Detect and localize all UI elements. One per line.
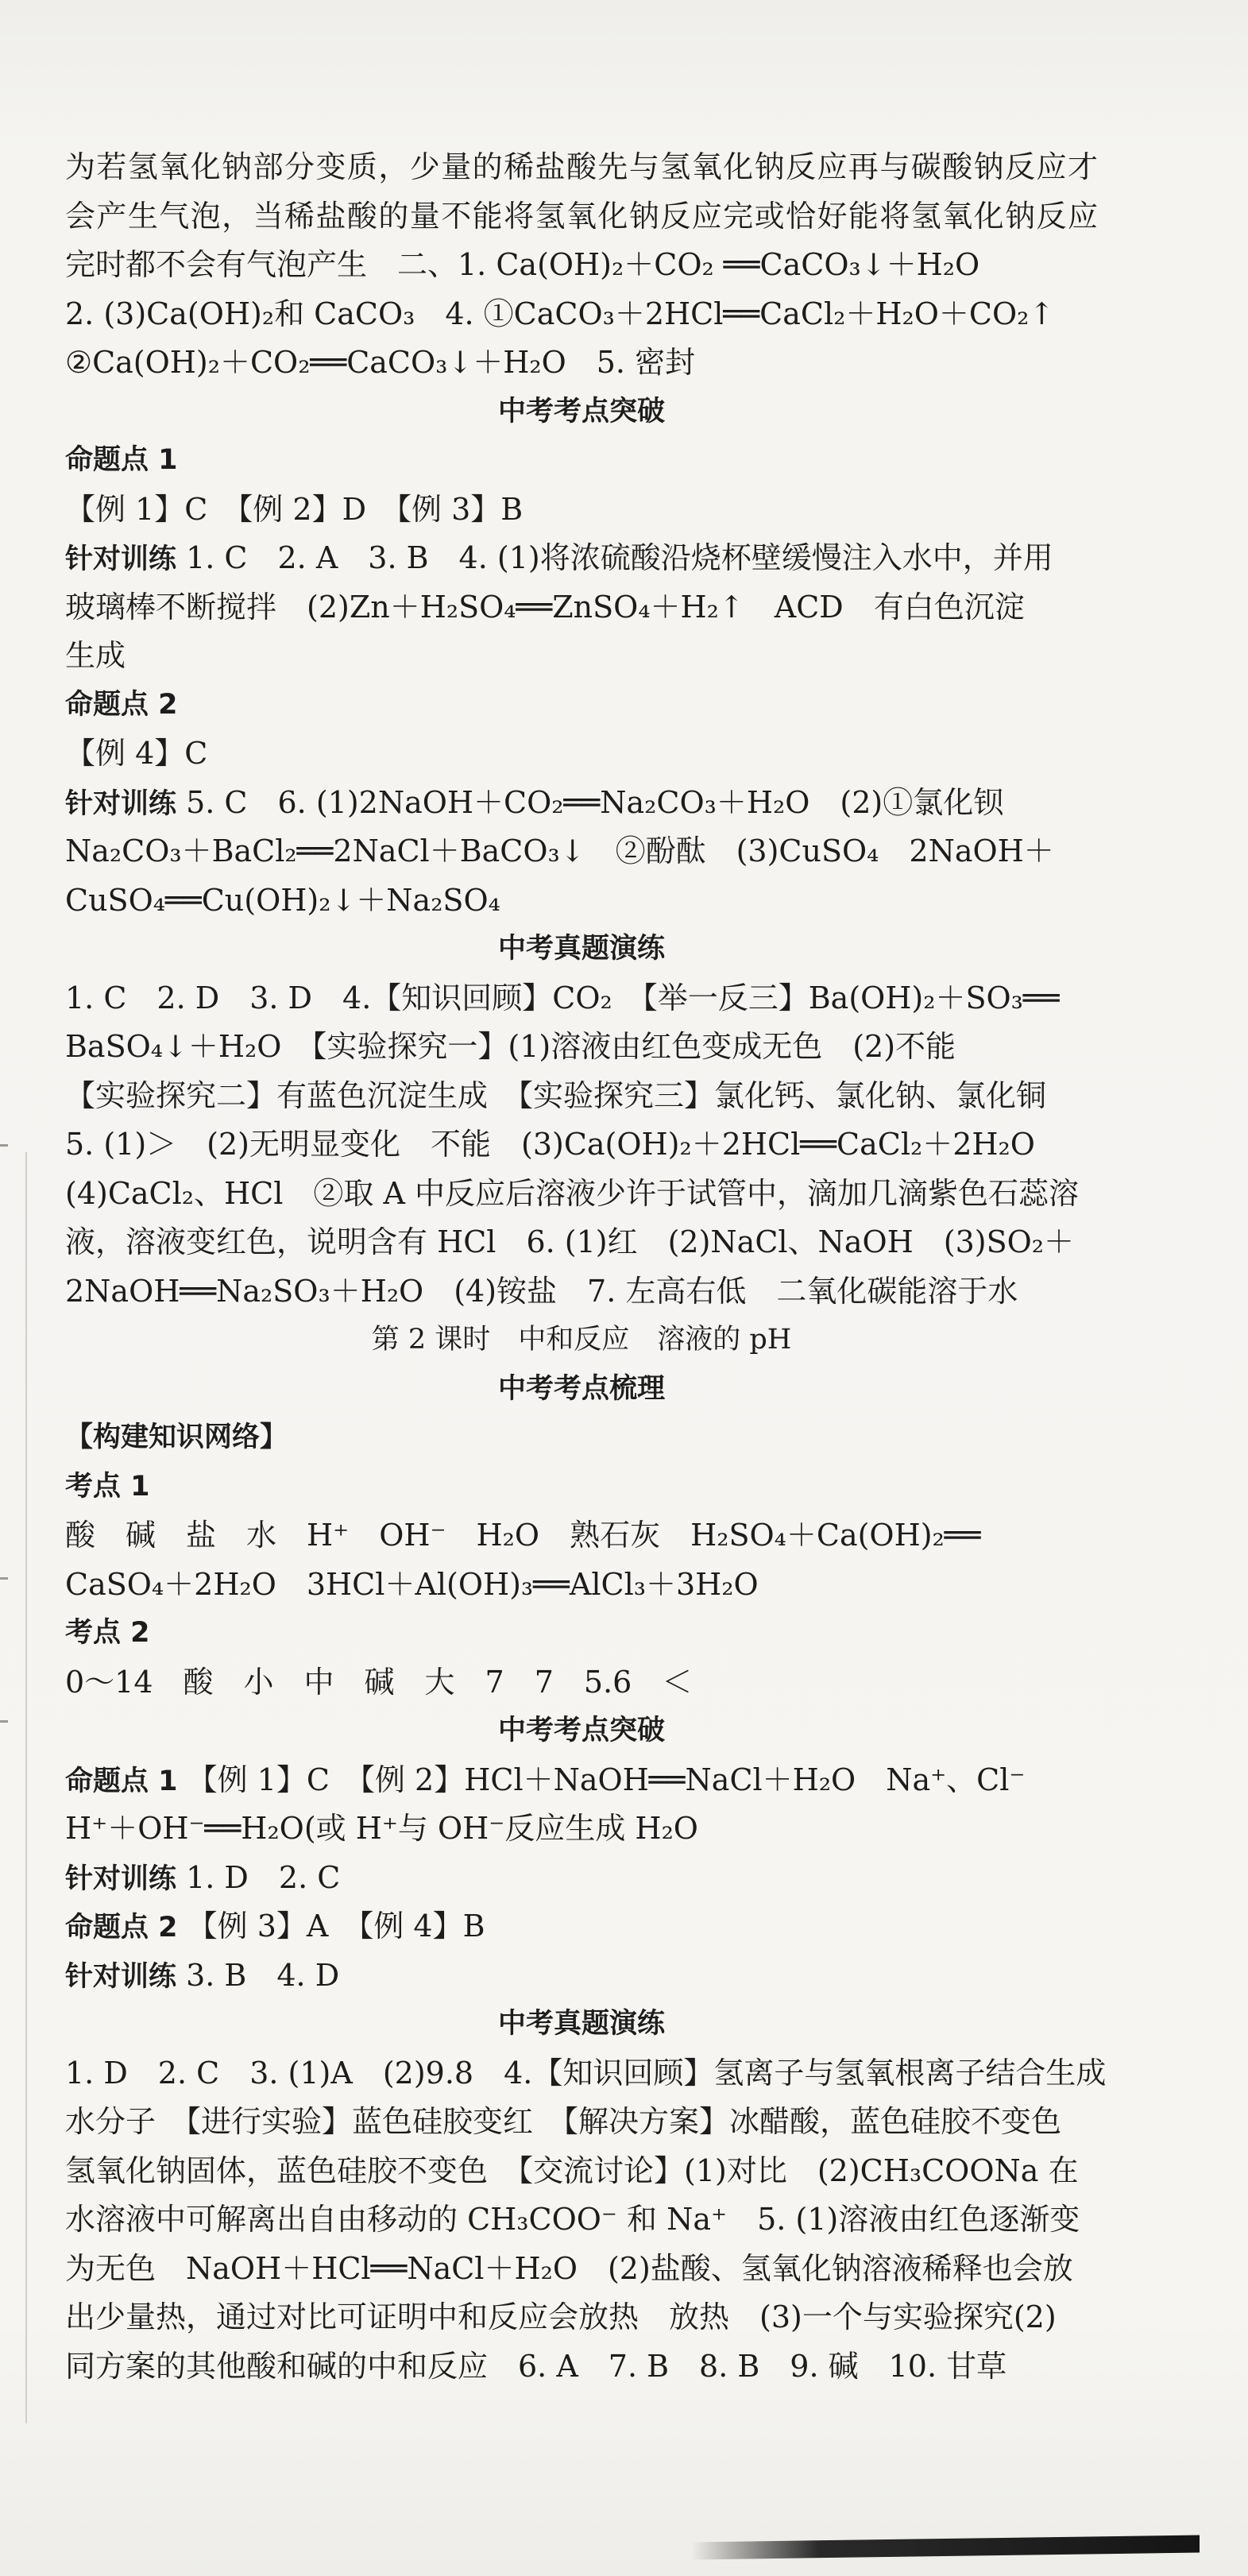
text-line: H⁺＋OH⁻══H₂O(或 H⁺与 OH⁻反应生成 H₂O <box>65 1811 698 1846</box>
training-label: 针对训练 <box>65 1960 177 1993</box>
text-line: 【实验探究二】有蓝色沉淀生成 【实验探究三】氯化钙、氯化钠、氯化铜 <box>65 1077 1047 1113</box>
text-line: BaSO₄↓＋H₂O 【实验探究一】(1)溶液由红色变成无色 (2)不能 <box>65 1029 956 1064</box>
examples-line: 【例 1】C 【例 2】D 【例 3】B <box>65 491 524 527</box>
text-line: 玻璃棒不断搅拌 (2)Zn＋H₂SO₄══ZnSO₄＋H₂↑ ACD 有白色沉淀 <box>65 589 1025 625</box>
section-title: 中考考点突破 <box>497 1715 665 1746</box>
text-line: 液，溶液变红色，说明含有 HCl 6. (1)红 (2)NaCl、NaOH (3)SO₂＋ <box>65 1224 1075 1259</box>
margin-rule <box>25 1152 27 2423</box>
text-line: 为若氢氧化钠部分变质，少量的稀盐酸先与氢氧化钠反应再与碳酸钠反应才 <box>65 149 1098 184</box>
lesson-title: 第 2 课时 中和反应 溶液的 pH <box>371 1324 792 1356</box>
text-line: 2NaOH══Na₂SO₃＋H₂O (4)铵盐 7. 左高右低 二氧化碳能溶于水 <box>65 1273 1018 1309</box>
text-line: 5. (1)＞ (2)无明显变化 不能 (3)Ca(OH)₂＋2HCl══CaCl₂＋2H₂O <box>65 1127 1035 1162</box>
network-heading: 【构建知识网络】 <box>65 1421 288 1453</box>
point-title: 考点 2 <box>65 1617 150 1649</box>
section-title: 中考真题演练 <box>497 2008 665 2040</box>
training-label: 针对训练 <box>65 787 177 820</box>
text-line: 酸 碱 盐 水 H⁺ OH⁻ H₂O 熟石灰 H₂SO₄＋Ca(OH)₂══ <box>65 1518 981 1553</box>
text-line: (4)CaCl₂、HCl ②取 A 中反应后溶液少许于试管中，滴加几滴紫色石蕊溶 <box>65 1175 1079 1211</box>
point-title: 命题点 1 <box>65 444 178 476</box>
text-line: 【例 3】A 【例 4】B <box>177 1909 485 1944</box>
text-line: 完时都不会有气泡产生 二、1. Ca(OH)₂＋CO₂ ══CaCO₃↓＋H₂O <box>65 247 980 282</box>
margin-mark <box>0 1720 8 1723</box>
section-title: 中考考点梳理 <box>497 1372 665 1405</box>
text-line: 会产生气泡，当稀盐酸的量不能将氢氧化钠反应完或恰好能将氢氧化钠反应 <box>65 198 1098 234</box>
text-line: 出少量热，通过对比可证明中和反应会放热 放热 (3)一个与实验探究(2) <box>65 2299 1057 2334</box>
training-label: 针对训练 <box>65 1862 177 1895</box>
answer-text <box>65 143 1107 2391</box>
point-title: 考点 1 <box>65 1470 150 1503</box>
text-line: 氢氧化钠固体，蓝色硅胶不变色 【交流讨论】(1)对比 (2)CH₃COONa 在 <box>65 2152 1079 2188</box>
text-line: 生成 <box>65 638 126 673</box>
text-line: 5. C 6. (1)2NaOH＋CO₂══Na₂CO₃＋H₂O (2)①氯化钡 <box>176 784 1004 820</box>
text-line: 1. D 2. C <box>176 1859 341 1895</box>
text-line: 同方案的其他酸和碱的中和反应 6. A 7. B 8. B 9. 碱 10. 甘草 <box>65 2348 1007 2384</box>
point-label: 命题点 2 <box>65 1912 178 1944</box>
text-line: CaSO₄＋2H₂O 3HCl＋Al(OH)₃══AlCl₃＋3H₂O <box>65 1566 759 1602</box>
text-line: 0～14 酸 小 中 碱 大 7 7 5.6 ＜ <box>65 1664 693 1700</box>
training-label: 针对训练 <box>65 543 177 575</box>
text-line: 【例 1】C 【例 2】HCl＋NaOH══NaCl＋H₂O Na⁺、Cl⁻ <box>187 1762 1026 1797</box>
text-line: Na₂CO₃＋BaCl₂══2NaCl＋BaCO₃↓ ②酚酞 (3)CuSO₄ 2NaOH＋ <box>65 834 1054 868</box>
text-line: 水溶液中可解离出自由移动的 CH₃COO⁻ 和 Na⁺ 5. (1)溶液由红色逐渐变 <box>65 2202 1080 2237</box>
text-line: 为无色 NaOH＋HCl══NaCl＋H₂O (2)盐酸、氢氧化钠溶液稀释也会放 <box>65 2250 1073 2286</box>
section-title: 中考考点突破 <box>497 395 665 427</box>
text-line: 1. D 2. C 3. (1)A (2)9.8 4.【知识回顾】氢离子与氢氧根离子结合生成 <box>65 2055 1107 2091</box>
text-line: ②Ca(OH)₂＋CO₂══CaCO₃↓＋H₂O 5. 密封 <box>65 345 696 380</box>
scan-shadow <box>691 2535 1200 2560</box>
margin-mark <box>0 1577 8 1580</box>
margin-mark <box>0 1144 8 1147</box>
examples-line: 【例 4】C <box>65 736 208 771</box>
text-line: 1. C 2. A 3. B 4. (1)将浓硫酸沿烧杯壁缓慢注入水中，并用 <box>176 540 1053 575</box>
text-line: CuSO₄══Cu(OH)₂↓＋Na₂SO₄ <box>65 882 500 918</box>
point-label: 命题点 1 <box>65 1765 178 1797</box>
point-title: 命题点 2 <box>65 688 178 721</box>
text-line: 水分子 【进行实验】蓝色硅胶变红 【解决方案】冰醋酸，蓝色硅胶不变色 <box>65 2104 1062 2139</box>
text-line: 3. B 4. D <box>176 1957 340 1993</box>
section-title: 中考真题演练 <box>497 933 665 965</box>
text-line: 2. (3)Ca(OH)₂和 CaCO₃ 4. ①CaCO₃＋2HCl══CaCl₂＋H₂O＋CO₂↑ <box>65 296 1055 331</box>
text-line: 1. C 2. D 3. D 4.【知识回顾】CO₂ 【举一反三】Ba(OH)₂＋SO₃══ <box>65 980 1060 1015</box>
